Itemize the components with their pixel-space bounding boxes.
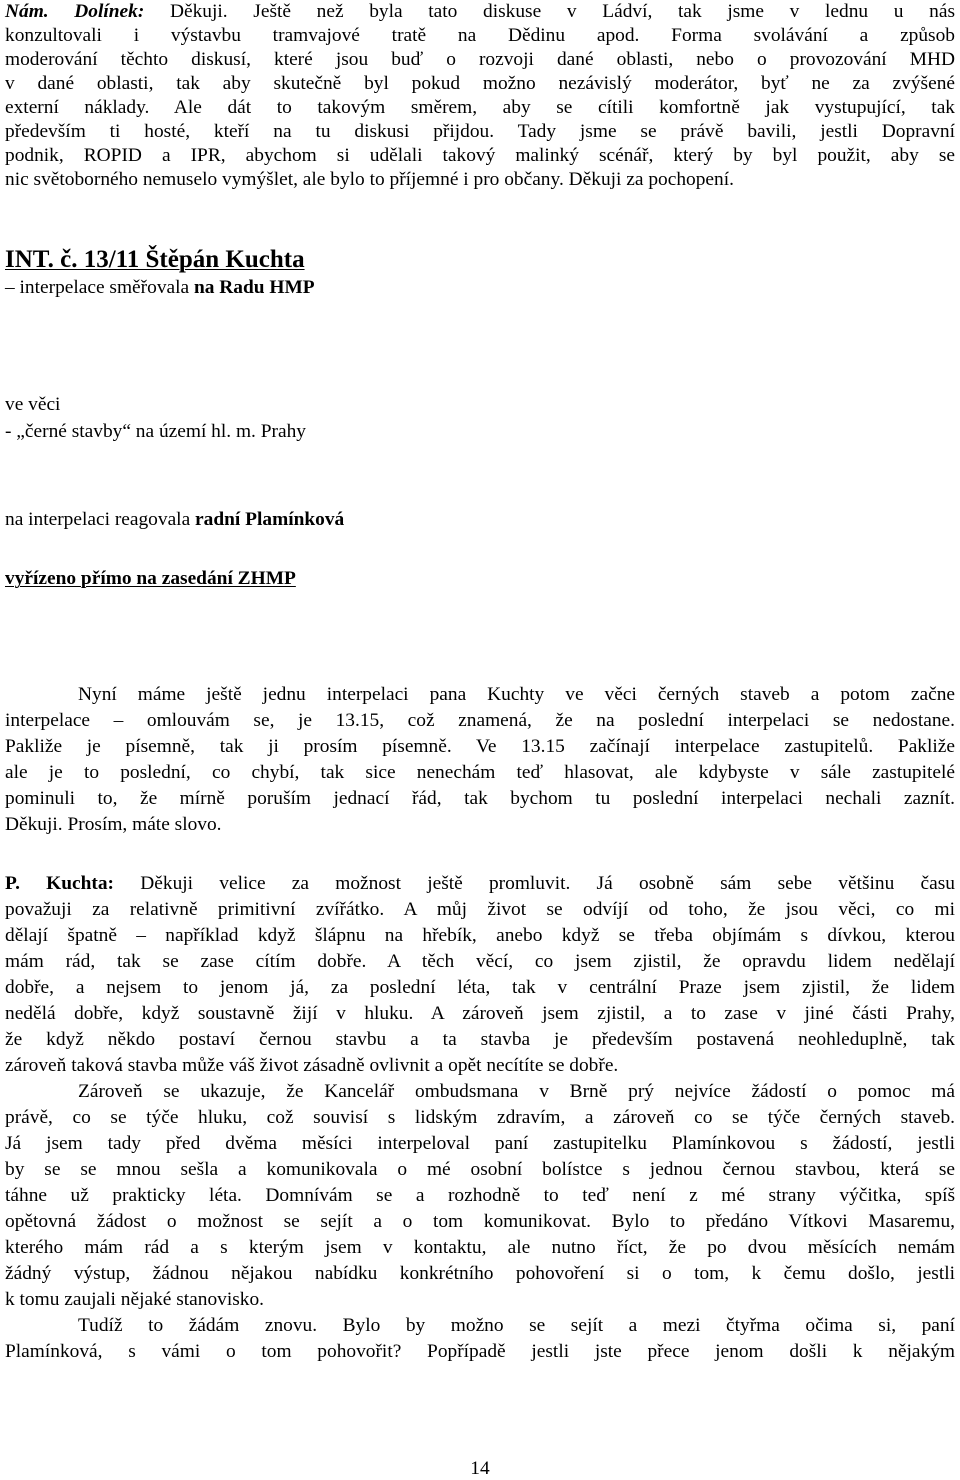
para1-line-2: konzultovali i výstavbu tramvajové tratě na Dědinu apod. Forma svolávání a způsob xyxy=(5,25,955,46)
para3-line-1: P. Kuchta: Děkuji velice za možnost ještě promluvit. Já osobně sám sebe většinu času xyxy=(5,873,955,894)
subject-label: ve věci xyxy=(5,394,61,415)
directed-to: na Radu HMP xyxy=(193,277,315,298)
subject-line: - „černé stavby“ na území hl. m. Prahy xyxy=(5,421,306,442)
para4-line-4: by se se mnou sešla a komunikovala o mé osobní bolístce s jednou černou stavbou, která se xyxy=(5,1159,955,1180)
para4-line-7: kterého mám rád a s kterým jsem v kontaktu, ale nutno říct, že po dvou měsících nemám xyxy=(5,1237,955,1258)
para1-line-1: Nám. Dolínek: Děkuji. Ještě než byla tato diskuse v Ládví, tak jsme v lednu u nás xyxy=(5,1,955,22)
para1-line-6: především ti hosté, kteří na tu diskusi přijdou. Tady jsme se právě bavili, jestli Dopravní xyxy=(5,121,955,142)
para4-line-2: právě, co se týče hluku, což souvisí s lidským zdravím, a zároveň co se týče černých staveb. xyxy=(5,1107,955,1128)
para2-line-5: pominuli to, že mírně poruším jednací řád, tak bychom tu poslední interpelaci nechali zaznít. xyxy=(5,788,955,809)
para3-line-8: zároveň taková stavba může váš život zásadně ovlivnit a opět necítíte se dobře. xyxy=(5,1055,619,1076)
para4-line-6: opětovná žádost o možnost se sejít a o tom komunikovat. Bylo to předáno Vítkovi Masaremu, xyxy=(5,1211,955,1232)
speaker-dolinek: Nám. Dolínek: xyxy=(5,1,145,22)
para3-line-6: nedělá dobře, když soustavně žijí v hluku. A zároveň jsem zjistil, a to zase v jiné části Prahy, xyxy=(5,1003,955,1024)
interpelation-directed: – interpelace směřovala na Radu HMP xyxy=(5,277,315,298)
para3-line-3: dělají špatně – například když šlápnu na hřebík, anebo když se třeba objímám s dívkou, kterou xyxy=(5,925,955,946)
para3-line-7: že když někdo postaví černou stavbu a ta stavba je především postavená neohleduplně, tak xyxy=(5,1029,955,1050)
para1-line-8: nic světoborného nemuselo vymýšlet, ale bylo to příjemné i pro občany. Děkuji za pochopení. xyxy=(5,169,734,190)
interpelation-heading: INT. č. 13/11 Štěpán Kuchta xyxy=(5,246,305,273)
response-line: na interpelaci reagovala radní Plamínková xyxy=(5,509,345,530)
page-number: 14 xyxy=(470,1458,490,1479)
para5-line-1: Tudíž to žádám znovu. Bylo by možno se sejít a mezi čtyřma očima si, paní xyxy=(78,1315,955,1336)
para2-line-1: Nyní máme ještě jednu interpelaci pana Kuchty ve věci černých staveb a potom začne xyxy=(78,684,955,705)
speaker-kuchta: P. Kuchta: xyxy=(5,873,115,894)
para1-line-4: v dané oblasti, tak aby skutečně byl pokud možno nezávislý moderátor, byť ne za zvýšené xyxy=(5,73,955,94)
para5-line-2: Plamínková, s vámi o tom pohovořit? Popřípadě jestli jste přece jenom došli k nějakým xyxy=(5,1341,955,1362)
para1-line-7: podnik, ROPID a IPR, abychom si udělali takový malinký scénář, který by byl použit, aby se xyxy=(5,145,955,166)
para4-line-8: žádný výstup, žádnou nějakou nabídku konkrétního pohovoření si o tom, k čemu došlo, jestli xyxy=(5,1263,955,1284)
para3-line-4: mám rád, tak se zase cítím dobře. A těch věcí, co jsem zjistil, že opravdu lidem nedělají xyxy=(5,951,955,972)
para4-line-9: k tomu zaujali nějaké stanovisko. xyxy=(5,1289,265,1310)
responder: radní Plamínková xyxy=(195,509,345,530)
para2-line-4: ale je to poslední, co chybí, tak sice nenechám teď hlasovat, ale kdybyste v sále zastupitelé xyxy=(5,762,955,783)
para1-line-3: moderování těchto diskusí, které jsou buď o rozvoji dané oblasti, nebo o provozování MHD xyxy=(5,49,955,70)
para3-line-5: dobře, a nejsem to jenom já, za poslední léta, tak v centrální Praze jsem zjistil, že lidem xyxy=(5,977,955,998)
para2-line-6: Děkuji. Prosím, máte slovo. xyxy=(5,814,222,835)
para2-line-2: interpelace – omlouvám se, je 13.15, což znamená, že na poslední interpelaci se nedostane. xyxy=(5,710,955,731)
para3-line-2: považuji za relativně primitivní zvířátko. A můj život se odvíjí od toho, že jsou věci, co mi xyxy=(5,899,955,920)
para4-line-3: Já jsem tady před dvěma měsíci interpeloval paní zastupitelku Plamínkovou s žádostí, jestli xyxy=(5,1133,955,1154)
para2-line-3: Pakliže je písemně, tak ji prosím písemně. Ve 13.15 začínají interpelace zastupitelů. Pakliže xyxy=(5,736,955,757)
resolution-line: vyřízeno přímo na zasedání ZHMP xyxy=(5,568,296,589)
para4-line-1: Zároveň se ukazuje, že Kancelář ombudsmana v Brně prý nejvíce žádostí o pomoc má xyxy=(78,1081,955,1102)
para1-line-5: externí náklady. Ale dát to takovým směrem, aby se cítili komfortně jak vystupující, tak xyxy=(5,97,955,118)
para4-line-5: táhne už prakticky léta. Domnívám se a rozhodně to teď není z mé strany výčitka, spíš xyxy=(5,1185,955,1206)
